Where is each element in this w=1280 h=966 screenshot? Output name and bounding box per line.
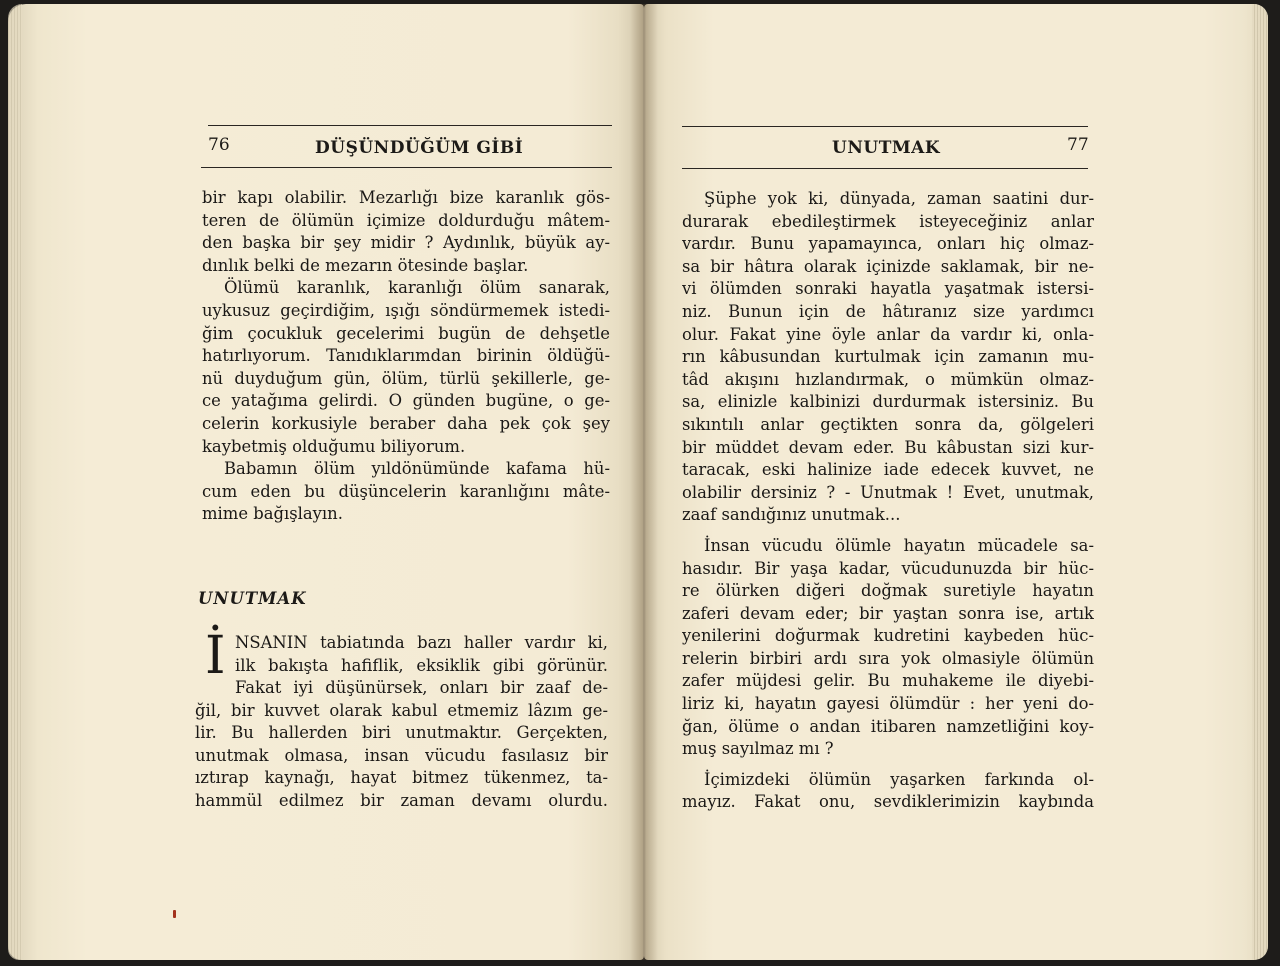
text-line: zaferi devam eder; bir yaştan sonra ise, artık [682, 603, 1094, 623]
text-line: Şüphe yok ki, dünyada, zaman saatini dur- [704, 189, 1094, 208]
text-line: bir müddet devam eder. Bu kâbustan sizi kur- [682, 437, 1094, 457]
text-line: NSANIN tabiatında bazı haller vardır ki, [235, 633, 608, 652]
text-line: sa bir hâtıra olarak içinizde saklamak, bir ne- [682, 256, 1094, 276]
text-line: teren de ölümün içimize doldurduğu mâtem- [202, 210, 610, 230]
page-edge [8, 4, 22, 960]
text-line: durarak ebedileştirmek isteyeceğiniz anlar [682, 211, 1094, 231]
right-page [644, 4, 1268, 960]
text-line: celerin korkusiyle beraber daha pek çok şey [202, 413, 610, 433]
text-line: Fakat iyi düşünürsek, onları bir zaaf de- [235, 678, 608, 697]
text-line: olur. Fakat yine öyle anlar da vardır ki, onla- [682, 324, 1094, 344]
text-line: vi ölümden sonraki hayatla yaşatmak istersi- [682, 279, 1094, 299]
text-line: vardır. Bunu yapamayınca, onları hiç olmaz- [682, 234, 1094, 254]
drop-cap: İ [205, 626, 226, 686]
page-edge [1252, 4, 1268, 960]
text-line: bir kapı olabilir. Mezarlığı bize karanlık gös- [202, 188, 610, 207]
text-line: cum eden bu düşüncelerin karanlığını mâte- [202, 481, 610, 501]
text-line: hatırlıyorum. Tanıdıklarımdan birinin öldüğü- [202, 346, 610, 366]
text-line: ce yatağıma gelirdi. O günden bugüne, o ge- [202, 391, 610, 411]
text-line: zafer müjdesi gelir. Bu muhakeme ile diyebi- [682, 671, 1094, 691]
book-gutter [630, 4, 658, 960]
text-line: sa, elinizle kalbinizi durdurmak istersiniz. Bu [682, 392, 1094, 412]
header-rule-bottom [201, 167, 612, 168]
text-line: yenilerini doğurmak kudretini kaybeden hüc- [682, 626, 1094, 646]
text-line: relerin birbiri ardı sıra yok olmasiyle ölümün [682, 648, 1094, 668]
header-rule-bottom [682, 168, 1088, 169]
text-line: tâd akışını hızlandırmak, o mümkün olmaz- [682, 369, 1094, 389]
text-block [682, 188, 1094, 814]
text-line: mime bağışlayın. [202, 504, 343, 524]
left-page [8, 4, 644, 960]
text-line: Babamın ölüm yıldönümünde kafama hü- [224, 459, 610, 479]
section-title: UNUTMAK [198, 589, 307, 608]
text-line: ğim çocukluk gecelerimi bugün de dehşetle [202, 323, 610, 343]
text-line: ıztırap kaynağı, hayat bitmez tükenmez, ta- [195, 768, 608, 788]
text-line: den başka bir şey midir ? Aydınlık, büyük ay- [202, 233, 610, 253]
text-line: zaaf sandığınız unutmak... [682, 505, 901, 525]
text-line: hasıdır. Bir yaşa kadar, vücudunuzda bir hüc- [682, 558, 1094, 578]
text-line: ilk bakışta hafiflik, eksiklik gibi görünür. [235, 655, 608, 675]
text-line: liriz ki, hayatın gayesi ölümdür : her yeni do- [682, 694, 1094, 714]
text-line: hammül edilmez bir zaman devamı olurdu. [195, 790, 608, 810]
text-line: nü duyduğum gün, ölüm, türlü şekillerle, ge- [202, 368, 610, 388]
text-line: muş sayılmaz mı ? [682, 739, 834, 759]
text-line: re ölürken diğeri doğmak suretiyle hayatın [682, 581, 1094, 601]
text-line: olabilir dersiniz ? - Unutmak ! Evet, unutmak, [682, 482, 1094, 502]
section-text [195, 677, 608, 813]
section-text-indented [235, 632, 608, 677]
text-line: Ölümü karanlık, karanlığı ölüm sanarak, [224, 278, 610, 298]
text-line: taracak, eski halinize iade edecek kuvvet, ne [682, 460, 1094, 480]
header-rule-top [682, 126, 1088, 127]
text-line: İçimizdeki ölümün yaşarken farkında ol- [704, 769, 1094, 789]
page-number: 76 [208, 135, 230, 155]
text-line: ğil, bir kuvvet olarak kabul etmemiz lâzım ge- [195, 700, 608, 720]
running-head: DÜŞÜNDÜĞÜM GİBİ [315, 138, 524, 158]
text-line: kaybetmiş olduğumu biliyorum. [202, 436, 466, 456]
text-line: dınlık belki de mezarın ötesinde başlar. [202, 255, 529, 275]
text-line: mayız. Fakat onu, sevdiklerimizin kaybında [682, 792, 1094, 812]
text-line: İnsan vücudu ölümle hayatın mücadele sa- [704, 535, 1094, 555]
text-line: ğan, ölüme o andan itibaren namzetliğini koy- [682, 716, 1094, 736]
header-rule-top [208, 125, 612, 126]
text-line: rın kâbusundan kurtulmak için zamanın mu- [682, 347, 1094, 367]
text-line: sıkıntılı anlar geçtikten sonra da, gölgeleri [682, 414, 1094, 434]
ink-mark [173, 910, 176, 918]
text-line: lir. Bu hallerden biri unutmaktır. Gerçekten, [195, 723, 608, 743]
text-line: unutmak olmasa, insan vücudu fasılasız bir [195, 745, 608, 765]
text-block-top [202, 187, 610, 526]
text-line: uykusuz geçirdiğim, ışığı söndürmemek istedi- [202, 300, 610, 320]
text-line: niz. Bunun için de hâtıranız size yardımcı [682, 301, 1094, 321]
page-number: 77 [1067, 135, 1089, 155]
running-head: UNUTMAK [832, 138, 941, 158]
